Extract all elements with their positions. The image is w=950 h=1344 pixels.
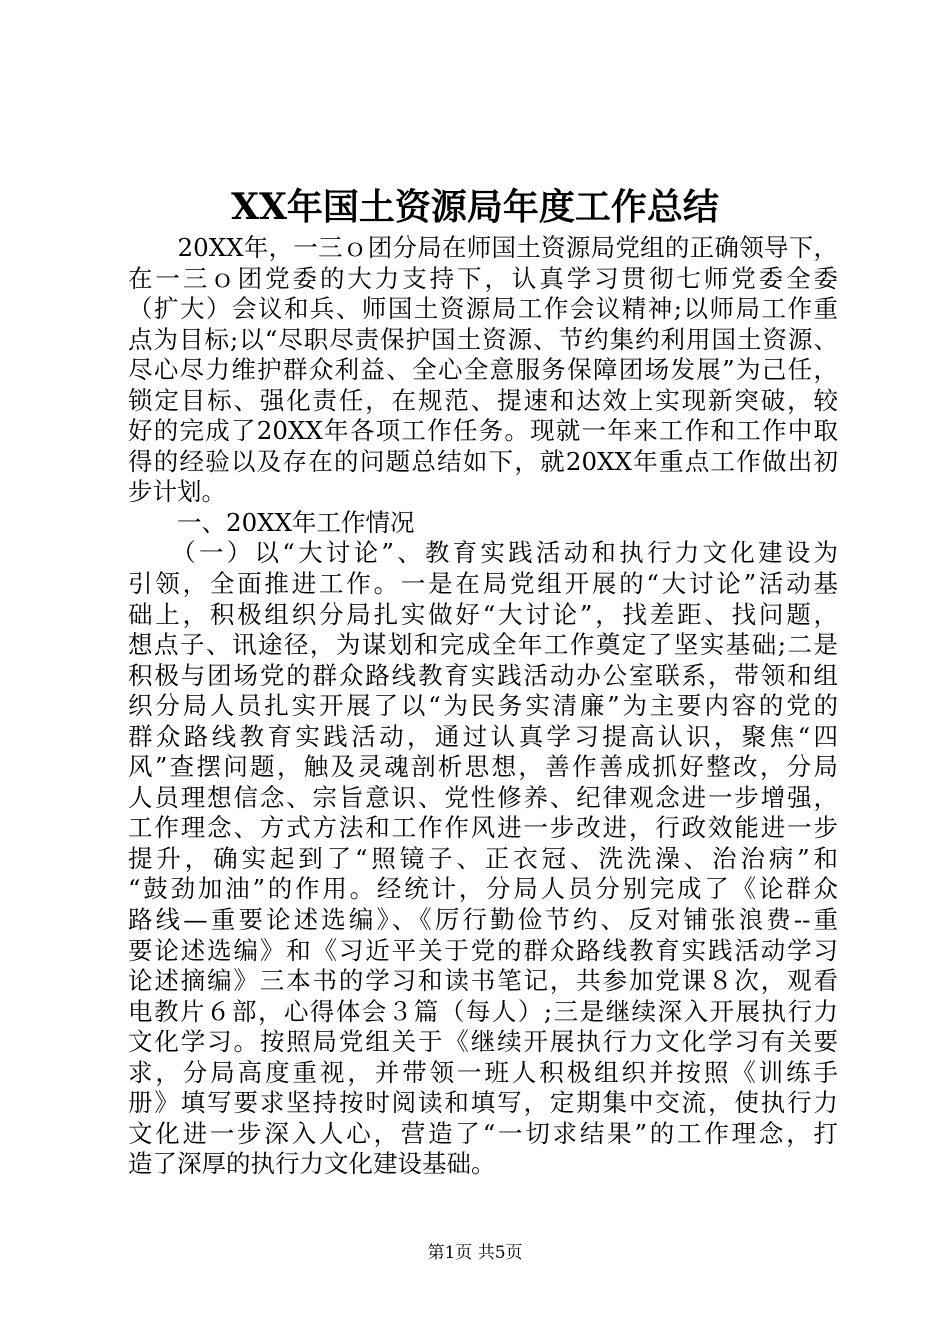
paragraph-line: 风”查摆问题，触及灵魂剖析思想，善作善成抓好整改，分局 — [128, 752, 838, 782]
paragraph-line: 想点子、讯途径，为谋划和完成全年工作奠定了坚实基础;二是 — [128, 630, 838, 660]
page-footer: 第1页 共5页 — [427, 1243, 523, 1263]
paragraph-line: 人员理想信念、宗旨意识、党性修养、纪律观念进一步增强， — [128, 782, 838, 812]
paragraph-line: 步计划。 — [128, 477, 226, 507]
paragraph-line: 点为目标;以“尽职尽责保护国土资源、节约集约利用国土资源、 — [128, 324, 838, 354]
paragraph-line: 好的完成了20XX年各项工作任务。现就一年来工作和工作中取 — [128, 416, 838, 446]
paragraph-line: 在一三ｏ团党委的大力支持下，认真学习贯彻七师党委全委 — [128, 263, 838, 293]
paragraph-line: 造了深厚的执行力文化建设基础。 — [128, 1149, 496, 1179]
paragraph-line: 论述摘编》三本书的学习和读书笔记，共参加党课８次，观看 — [128, 966, 838, 996]
paragraph-line: 尽心尽力维护群众利益、全心全意服务保障团场发展”为己任， — [128, 355, 838, 385]
paragraph-line: 引领，全面推进工作。一是在局党组开展的“大讨论”活动基 — [128, 569, 838, 599]
paragraph-line: 20XX年，一三ｏ团分局在师国土资源局党组的正确领导下， — [128, 233, 838, 262]
paragraph-line: 群众路线教育实践活动，通过认真学习提高认识，聚焦“四 — [128, 721, 838, 751]
paragraph-line: 得的经验以及存在的问题总结如下，就20XX年重点工作做出初 — [128, 446, 838, 476]
paragraph-line: 路线—重要论述选编》、《厉行勤俭节约、反对铺张浪费--重 — [128, 905, 838, 935]
document-title: XX年国土资源局年度工作总结 — [231, 186, 719, 228]
paragraph-line: 织分局人员扎实开展了以“为民务实清廉”为主要内容的党的 — [128, 691, 838, 721]
section-heading: 一、20XX年工作情况 — [128, 507, 415, 537]
document-body — [128, 233, 838, 1180]
paragraph-line: 电教片６部，心得体会３篇（每人）;三是继续深入开展执行力 — [128, 996, 838, 1026]
paragraph-line: 工作理念、方式方法和工作作风进一步改进，行政效能进一步 — [128, 813, 838, 843]
paragraph-line: 积极与团场党的群众路线教育实践活动办公室联系，带领和组 — [128, 660, 838, 690]
paragraph-line: 础上，积极组织分局扎实做好“大讨论”，找差距、找问题， — [128, 599, 838, 629]
paragraph-line: 要论述选编》和《习近平关于党的群众路线教育实践活动学习 — [128, 935, 838, 965]
paragraph-line: 文化学习。按照局党组关于《继续开展执行力文化学习有关要 — [128, 1027, 838, 1057]
paragraph-line: “鼓劲加油”的作用。经统计，分局人员分别完成了《论群众 — [128, 874, 838, 904]
paragraph-line: 锁定目标、强化责任，在规范、提速和达效上实现新突破，较 — [128, 385, 838, 415]
paragraph-line: 册》填写要求坚持按时阅读和填写，定期集中交流，使执行力 — [128, 1088, 838, 1118]
paragraph-line: 求，分局高度重视，并带领一班人积极组织并按照《训练手 — [128, 1057, 838, 1087]
paragraph-line: （一）以“大讨论”、教育实践活动和执行力文化建设为 — [128, 538, 838, 568]
paragraph-line: 提升，确实起到了“照镜子、正衣冠、洗洗澡、治治病”和 — [128, 843, 838, 873]
paragraph-line: （扩大）会议和兵、师国土资源局工作会议精神;以师局工作重 — [128, 294, 838, 324]
paragraph-line: 文化进一步深入人心，营造了“一切求结果”的工作理念，打 — [128, 1118, 838, 1148]
